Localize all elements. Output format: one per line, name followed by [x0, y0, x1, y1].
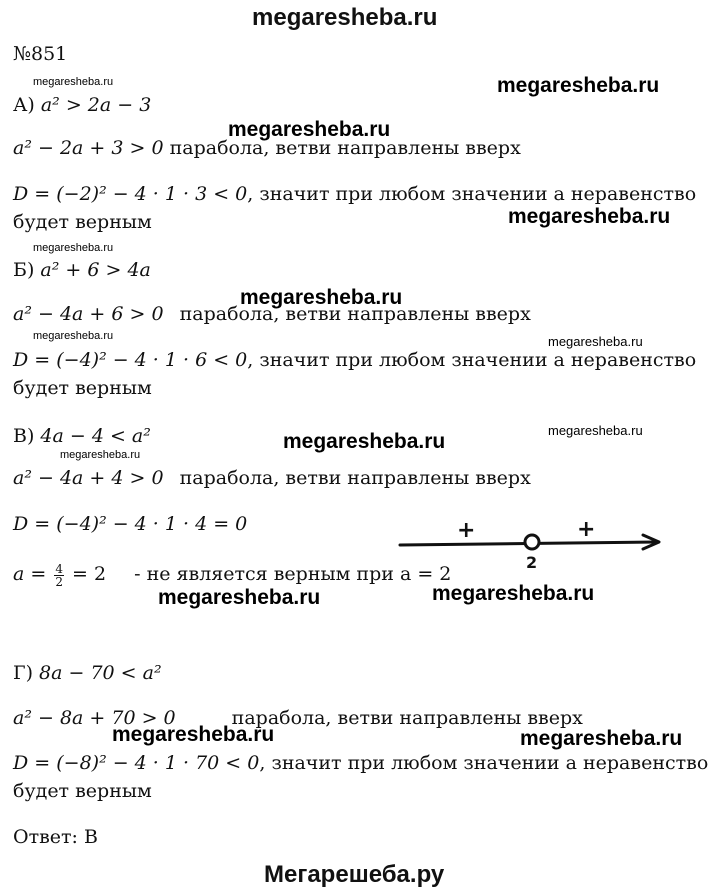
watermark: megaresheba.ru — [283, 430, 446, 453]
inequality: 4a − 4 < a² — [40, 425, 151, 447]
sign-left: + — [457, 518, 476, 543]
root-lhs: a = — [13, 563, 47, 585]
part-label: Г) — [13, 662, 33, 684]
part-label: Б) — [13, 259, 35, 281]
watermark: megaresheba.ru — [520, 727, 683, 750]
part-a-discriminant — [13, 182, 696, 206]
part-a-condition — [13, 93, 151, 117]
conclusion: , значит при любом значении а неравенство — [247, 183, 697, 205]
part-d-step — [13, 706, 583, 730]
number-line-point — [525, 535, 539, 549]
inequality: a² > 2a − 3 — [40, 94, 152, 116]
watermark: megaresheba.ru — [60, 449, 141, 461]
part-d-conclusion: будет верным — [13, 780, 152, 802]
root-rhs: = 2 — [72, 563, 107, 585]
inequality: a² + 6 > 4a — [40, 259, 151, 281]
part-label: В) — [13, 425, 35, 447]
watermark: megaresheba.ru — [432, 582, 595, 605]
note: парабола, ветви направлены вверх — [231, 707, 583, 729]
number-line — [395, 518, 675, 578]
part-b-discriminant — [13, 348, 696, 372]
note: парабола, ветви направлены вверх — [169, 137, 521, 159]
part-c-condition — [13, 424, 151, 448]
fraction-numerator: 4 — [55, 561, 63, 576]
watermark: megaresheba.ru — [33, 330, 114, 342]
part-b-step — [13, 302, 531, 326]
conclusion: , значит при любом значении а неравенство — [247, 349, 697, 371]
part-b-conclusion: будет верным — [13, 377, 152, 399]
note: - не является верным при а = 2 — [134, 563, 452, 585]
site-footer: Мегарешеба.ру — [264, 861, 445, 888]
discriminant: D = (−4)² − 4 · 1 · 6 < 0 — [13, 349, 248, 371]
watermark: megaresheba.ru — [548, 423, 643, 438]
part-label: А) — [13, 94, 35, 116]
fraction-denominator: 2 — [55, 574, 63, 589]
inequality: 8a − 70 < a² — [39, 662, 162, 684]
sign-right: + — [577, 518, 596, 542]
discriminant: D = (−4)² − 4 · 1 · 4 = 0 — [13, 513, 248, 535]
watermark: megaresheba.ru — [158, 586, 321, 609]
watermark: megaresheba.ru — [33, 76, 114, 88]
watermark: megaresheba.ru — [112, 723, 275, 746]
inequality: a² − 2a + 3 > 0 — [13, 137, 164, 159]
part-b-condition — [13, 258, 151, 282]
watermark: megaresheba.ru — [497, 74, 660, 97]
inequality: a² − 4a + 6 > 0 — [13, 303, 164, 325]
part-c-discriminant — [13, 512, 247, 536]
part-d-condition — [13, 661, 162, 685]
point-label: 2 — [526, 553, 538, 572]
inequality: a² − 4a + 4 > 0 — [13, 467, 164, 489]
note: парабола, ветви направлены вверх — [179, 467, 531, 489]
watermark: megaresheba.ru — [33, 242, 114, 254]
part-a-step — [13, 136, 521, 160]
part-a-conclusion: будет верным — [13, 211, 152, 233]
watermark: megaresheba.ru — [508, 205, 671, 228]
inequality: a² − 8a + 70 > 0 — [13, 707, 176, 729]
watermark: megaresheba.ru — [240, 286, 403, 309]
note: парабола, ветви направлены вверх — [179, 303, 531, 325]
answer: Ответ: В — [13, 826, 98, 848]
part-d-discriminant — [13, 751, 708, 775]
part-c-step — [13, 466, 531, 490]
watermark: megaresheba.ru — [548, 334, 643, 349]
fraction — [54, 563, 64, 588]
watermark: megaresheba.ru — [228, 118, 391, 141]
part-c-root — [13, 562, 451, 588]
discriminant: D = (−8)² − 4 · 1 · 70 < 0 — [13, 752, 260, 774]
site-header: megaresheba.ru — [252, 4, 438, 31]
problem-number: №851 — [13, 43, 68, 65]
discriminant: D = (−2)² − 4 · 1 · 3 < 0 — [13, 183, 248, 205]
conclusion: , значит при любом значении а неравенство — [259, 752, 709, 774]
